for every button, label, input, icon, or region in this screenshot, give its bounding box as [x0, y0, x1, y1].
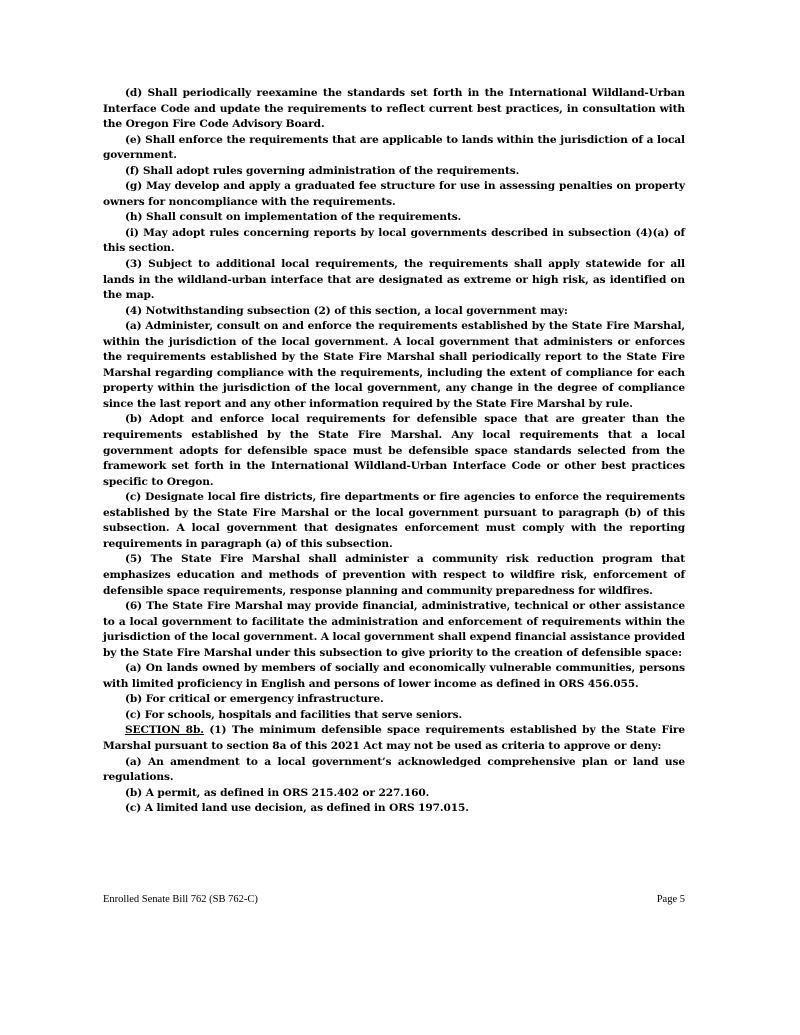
subsection-4c: (c) Designate local fire districts, fire departments or fire agencies to enforce the requirements established by the State Fire Marshal or the local government pursuant to paragraph (b) of this subsection. A local government that designates enforcement must comply with the reporting requirements in paragraph (a) of this subsection.	[103, 491, 685, 550]
subsection-5: (5) The State Fire Marshal shall administer a community risk reduction program that emphasizes education and methods of prevention with respect to wildfire risk, enforcement of defensible space requirements, response planning and community preparedness for wildfires.	[103, 553, 685, 597]
section-8b-b: (b) A permit, as defined in ORS 215.402 or 227.160.	[125, 786, 430, 799]
subsection-6c: (c) For schools, hospitals and facilities that serve seniors.	[125, 708, 463, 721]
page-number: Page 5	[656, 894, 685, 905]
subsection-2h: (h) Shall consult on implementation of the requirements.	[125, 211, 462, 224]
subsection-2f: (f) Shall adopt rules governing administration of the requirements.	[125, 164, 520, 177]
section-8b-heading: SECTION 8b.	[125, 724, 204, 737]
section-8b-paragraph	[103, 723, 685, 754]
subsection-2i: (i) May adopt rules concerning reports by local governments described in subsection (4)(a) of this section.	[103, 226, 685, 255]
subsection-6a: (a) On lands owned by members of socially and economically vulnerable communities, persons with limited proficiency in English and persons of lower income as defined in ORS 456.055.	[103, 662, 685, 690]
subsection-4b: (b) Adopt and enforce local requirements for defensible space that are greater than the requirements established by the State Fire Marshal. Any local requirements that a local government adopts for defensible space must be defensible space standards selected from the framework set forth in the International Wildland-Urban Interface Code or other best practices specific to Oregon.	[103, 413, 685, 488]
section-8b-a: (a) An amendment to a local government’s acknowledged comprehensive plan or land use regulations.	[103, 755, 685, 784]
subsection-2d: (d) Shall periodically reexamine the standards set forth in the International Wildland-Urban Interface Code and update the requirements to reflect current best practices, in consultation with the Oregon Fire Code Advisory Board.	[103, 87, 685, 131]
bill-body-text	[103, 86, 685, 817]
subsection-6b: (b) For critical or emergency infrastructure.	[125, 693, 384, 706]
section-8b-text: (1) The minimum defensible space requirements established by the State Fire Marshal pursuant to section 8a of this 2021 Act may not be used as criteria to approve or deny:	[103, 724, 685, 752]
section-8b-c: (c) A limited land use decision, as defined in ORS 197.015.	[125, 802, 469, 815]
subsection-3: (3) Subject to additional local requirements, the requirements shall apply statewide for all lands in the wildland-urban interface that are designated as extreme or high risk, as identified on the map.	[103, 258, 685, 302]
subsection-4: (4) Notwithstanding subsection (2) of this section, a local government may:	[125, 304, 568, 317]
subsection-2g: (g) May develop and apply a graduated fee structure for use in assessing penalties on property owners for noncompliance with the requirements.	[103, 180, 685, 208]
bill-identifier: Enrolled Senate Bill 762 (SB 762-C)	[103, 894, 258, 905]
subsection-2e: (e) Shall enforce the requirements that are applicable to lands within the jurisdiction of a local government.	[103, 133, 685, 162]
subsection-4a: (a) Administer, consult on and enforce the requirements established by the State Fire Marshal, within the jurisdiction of the local government. A local government that administers or enforces the requirements established by the State Fire Marshal shall periodically report to the State Fire Marshal regarding compliance with the requirements, including the extent of compliance for each property within the jurisdiction of the local government, any change in the degree of compliance since the last report and any other information required by the State Fire Marshal by rule.	[103, 320, 685, 410]
subsection-6: (6) The State Fire Marshal may provide financial, administrative, technical or other assistance to a local government to facilitate the administration and enforcement of requirements within the jurisdiction of the local government. A local government shall expend financial assistance provided by the State Fire Marshal under this subsection to give priority to the creation of defensible space:	[103, 600, 685, 659]
